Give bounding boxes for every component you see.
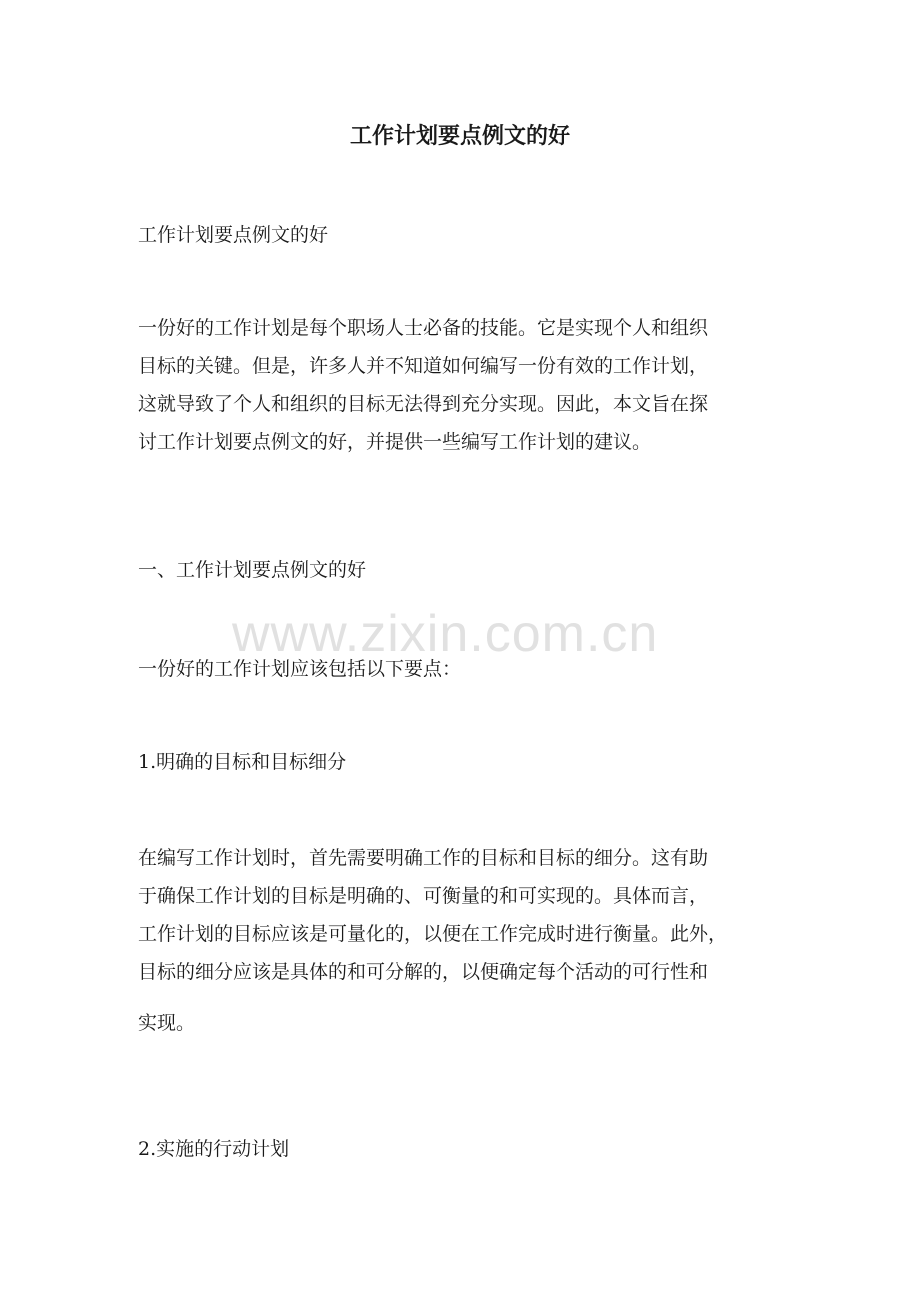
point-body-line: 于确保工作计划的目标是明确的、可衡量的和可实现的。具体而言， — [138, 885, 709, 907]
point-body-line: 在编写工作计划时，首先需要明确工作的目标和目标的细分。这有助 — [138, 847, 709, 869]
section-heading: 一、工作计划要点例文的好 — [138, 559, 367, 581]
intro-line: 一份好的工作计划是每个职场人士必备的技能。它是实现个人和组织 — [138, 317, 709, 339]
intro-line: 讨工作计划要点例文的好，并提供一些编写工作计划的建议。 — [138, 431, 652, 453]
document-title: 工作计划要点例文的好 — [349, 123, 570, 149]
section-lead: 一份好的工作计划应该包括以下要点： — [138, 658, 462, 680]
watermark: www.zixin.com.cn — [232, 605, 659, 663]
point-heading: 1.明确的目标和目标细分 — [138, 751, 347, 773]
intro-line: 目标的关键。但是，许多人并不知道如何编写一份有效的工作计划， — [138, 355, 709, 377]
point-heading: 2.实施的行动计划 — [138, 1138, 290, 1160]
point-body-line: 工作计划的目标应该是可量化的，以便在工作完成时进行衡量。此外， — [138, 923, 728, 945]
intro-line: 这就导致了个人和组织的目标无法得到充分实现。因此，本文旨在探 — [138, 393, 709, 415]
point-body-line: 目标的细分应该是具体的和可分解的，以便确定每个活动的可行性和 — [138, 961, 709, 983]
document-subtitle: 工作计划要点例文的好 — [138, 224, 329, 246]
point-body-line: 实现。 — [138, 1012, 196, 1034]
